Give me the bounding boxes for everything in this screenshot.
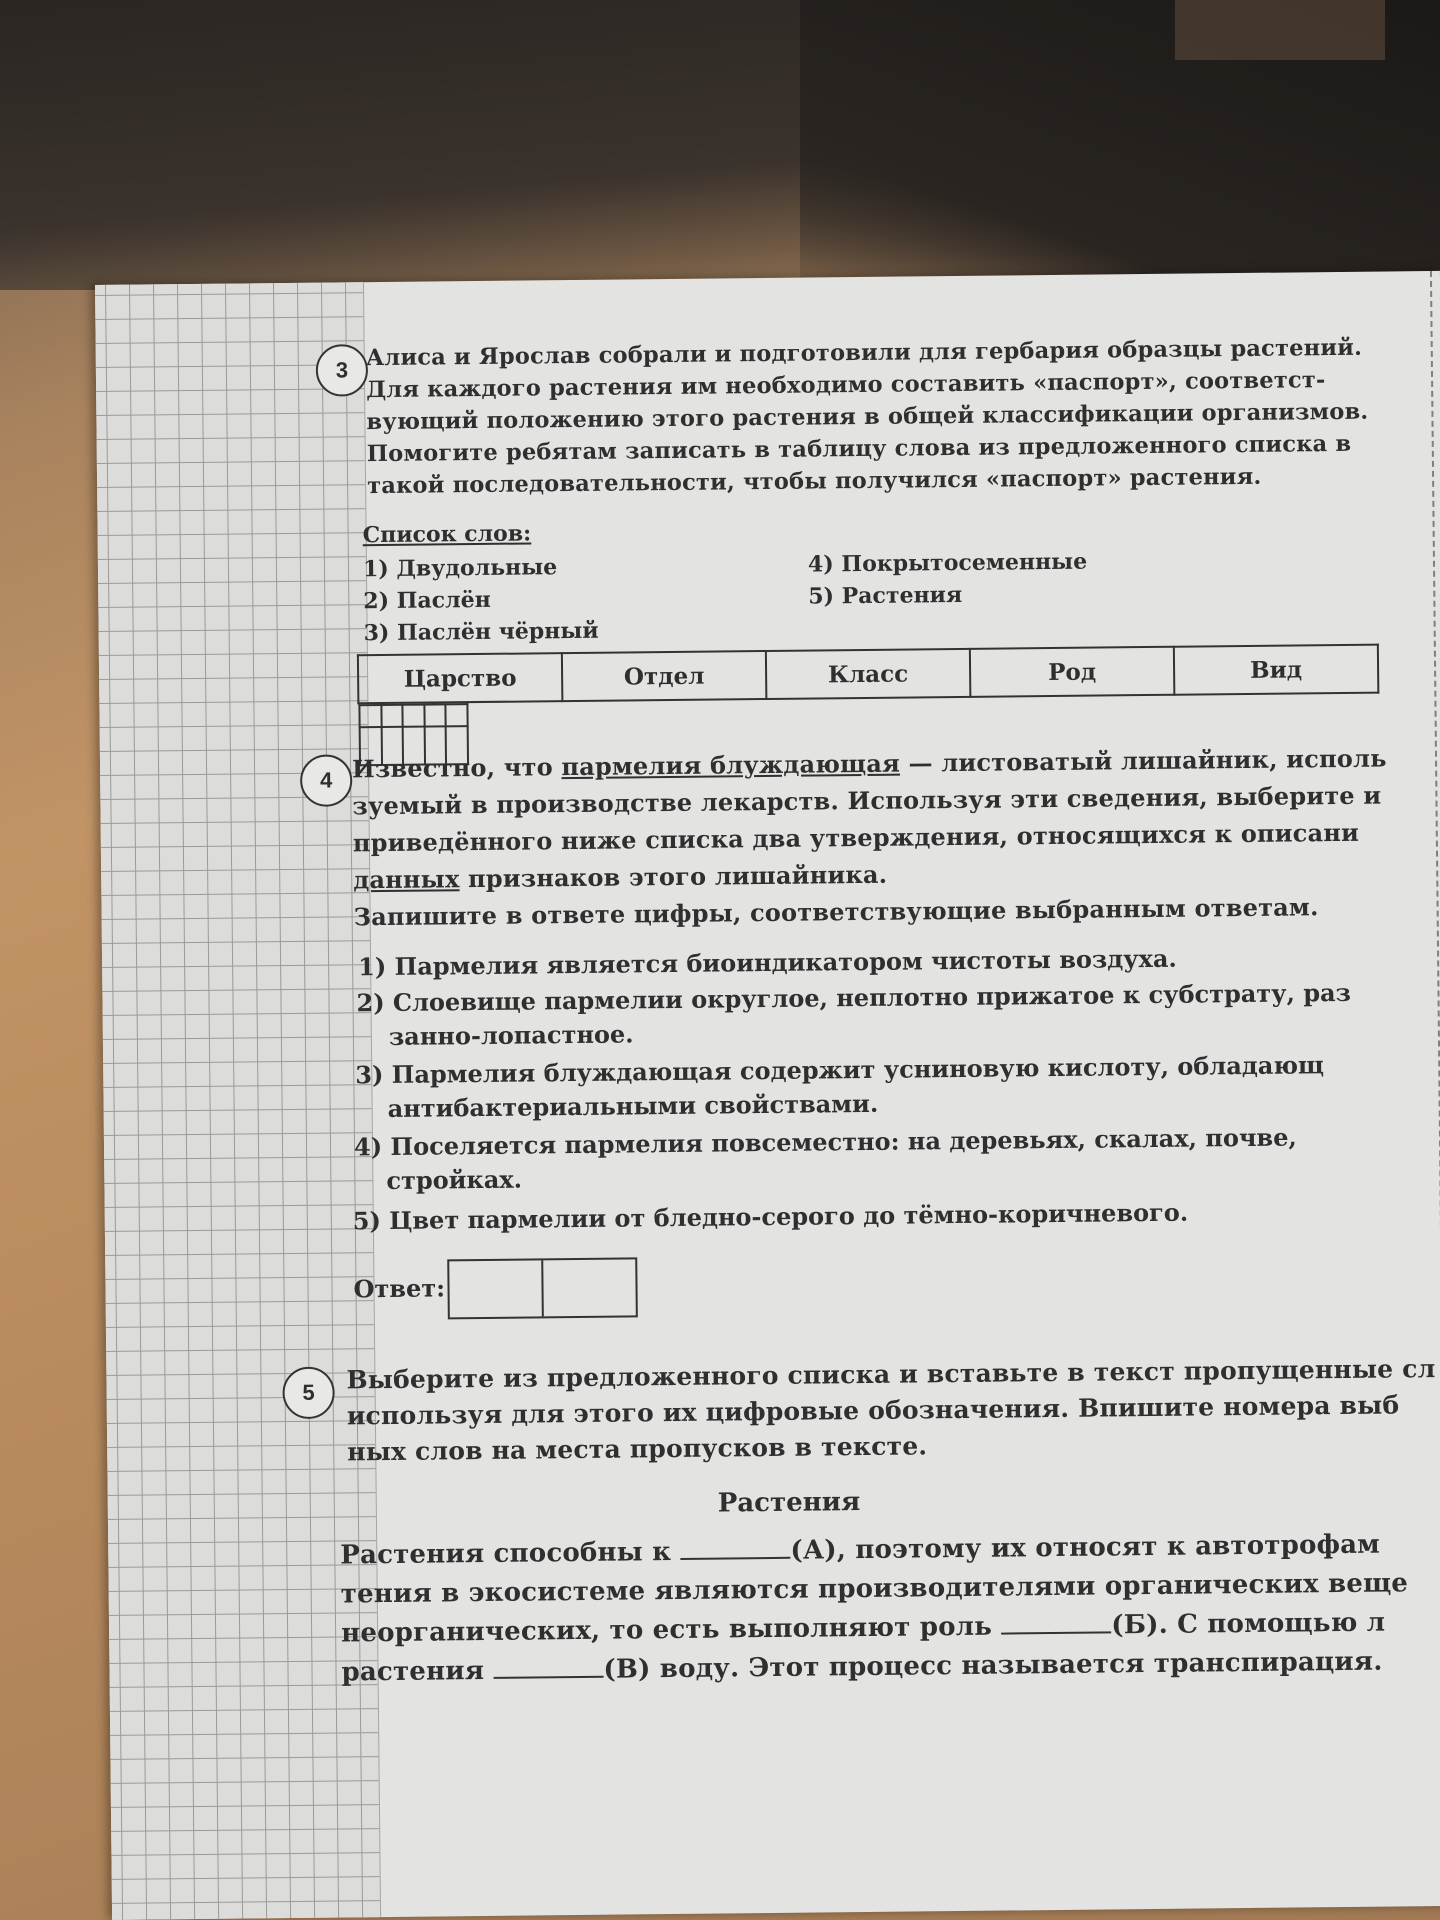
task-4-line: приведённого ниже списка два утверждения, относящихся к описани bbox=[352, 817, 1360, 858]
task-4-text-part: — листоватый лишайник, исполь bbox=[899, 743, 1387, 778]
table-header-class: Класс bbox=[766, 649, 970, 699]
word-list-item: 1) Двудольные bbox=[362, 554, 558, 583]
task-4-text bbox=[352, 740, 1388, 936]
task-3-text bbox=[366, 332, 1370, 502]
blank-c[interactable] bbox=[493, 1654, 603, 1679]
task-3-line: Для каждого растения им необходимо составить «паспорт», соответст- bbox=[365, 367, 1326, 404]
answer-label: Ответ: bbox=[353, 1273, 446, 1304]
fill-text-line: тения в экосистеме являются производителями органических веще bbox=[340, 1568, 1409, 1610]
task-4-option: 5) Цвет пармелии от бледно-серого до тёмно-коричневого. bbox=[352, 1197, 1189, 1236]
passport-table bbox=[357, 644, 1380, 733]
answer-digit-1[interactable] bbox=[449, 1260, 542, 1317]
task-5-line: Выберите из предложенного списка и вставьте в текст пропущенные сл bbox=[346, 1354, 1436, 1395]
task-5-line: ных слов на места пропусков в тексте. bbox=[347, 1431, 928, 1467]
task-4-key-term: данных bbox=[353, 864, 460, 895]
table-header-division: Отдел bbox=[562, 651, 766, 701]
task-4-line: зуемый в производстве лекарств. Используя эти сведения, выберите и bbox=[352, 780, 1382, 821]
task-4-option: 1) Пармелия является биоиндикатором чистоты воздуха. bbox=[358, 943, 1177, 982]
graph-paper-margin bbox=[95, 282, 381, 1920]
word-list-item: 3) Паслён чёрный bbox=[363, 617, 599, 647]
task-4-key-term: пармелия блуждающая bbox=[561, 748, 901, 782]
task-4-text-part: Известно, что bbox=[351, 752, 562, 784]
worksheet-content bbox=[302, 271, 1440, 1917]
word-list-heading: Список слов: bbox=[362, 520, 532, 549]
fill-text-part: Растения способны к bbox=[340, 1536, 681, 1571]
task-4-option: 4) Поселяется пармелия повсеместно: на деревьях, скалах, почве, bbox=[353, 1122, 1297, 1162]
blank-a[interactable] bbox=[680, 1535, 790, 1560]
task-3-line: Алиса и Ярослав собрали и подготовили для гербария образцы растений. bbox=[365, 334, 1363, 372]
background-glint bbox=[1175, 0, 1385, 60]
task-5-fill-text bbox=[340, 1525, 1409, 1692]
task-4-text-part: признаков этого лишайника. bbox=[459, 859, 888, 894]
task-4-option: 2) Слоевище пармелии округлое, неплотно прижатое к субстрату, раз bbox=[356, 977, 1352, 1018]
fill-text-part: (Б). С помощью л bbox=[1111, 1607, 1386, 1641]
table-header-genus: Род bbox=[970, 647, 1174, 697]
table-header-species: Вид bbox=[1174, 645, 1378, 695]
task-3-line: такой последовательности, чтобы получился «паспорт» растения. bbox=[366, 463, 1262, 500]
task-4-option-continued: занно-лопастное. bbox=[388, 1019, 634, 1051]
task-3-number: 3 bbox=[316, 344, 369, 397]
task-4-line: Запишите в ответе цифры, соответствующие выбранным ответам. bbox=[353, 892, 1319, 932]
task-4-option-continued: антибактериальными свойствами. bbox=[387, 1088, 879, 1123]
fill-text-part: неорганических, то есть выполняют роль bbox=[340, 1611, 1002, 1649]
table-header-kingdom: Царство bbox=[358, 653, 562, 703]
task-4-option-continued: стройках. bbox=[386, 1164, 523, 1195]
task-5-text bbox=[346, 1351, 1436, 1470]
passport-table-header-row bbox=[358, 645, 1378, 704]
task-5-line: используя для этого их цифровые обозначения. Впишите номера выб bbox=[346, 1390, 1400, 1431]
word-list-item: 2) Паслён bbox=[363, 586, 491, 615]
task-5-number: 5 bbox=[282, 1367, 335, 1420]
worksheet-page bbox=[95, 271, 1440, 1920]
task-3-line: вующий положению этого растения в общей классификации организмов. bbox=[366, 398, 1369, 436]
task-4-number: 4 bbox=[300, 754, 353, 807]
fill-text-part: (А), поэтому их относят к автотрофам bbox=[790, 1529, 1381, 1566]
answer-box bbox=[447, 1257, 638, 1319]
task-3-line: Помогите ребятам записать в таблицу слова из предложенного списка в bbox=[366, 430, 1352, 468]
passport-table-answer-row bbox=[358, 703, 468, 728]
fill-text-part: растения bbox=[341, 1655, 494, 1688]
word-list-item: 4) Покрытосеменные bbox=[807, 548, 1088, 578]
answer-digit-2[interactable] bbox=[541, 1259, 636, 1316]
fill-text-part: (В) воду. Этот процесс называется транспирация. bbox=[603, 1646, 1383, 1685]
task-4-option: 3) Пармелия блуждающая содержит усниновую кислоту, обладающ bbox=[355, 1050, 1325, 1090]
task-5-title: Растения bbox=[717, 1487, 861, 1519]
word-list-item: 5) Растения bbox=[808, 581, 963, 610]
blank-b[interactable] bbox=[1001, 1609, 1111, 1634]
